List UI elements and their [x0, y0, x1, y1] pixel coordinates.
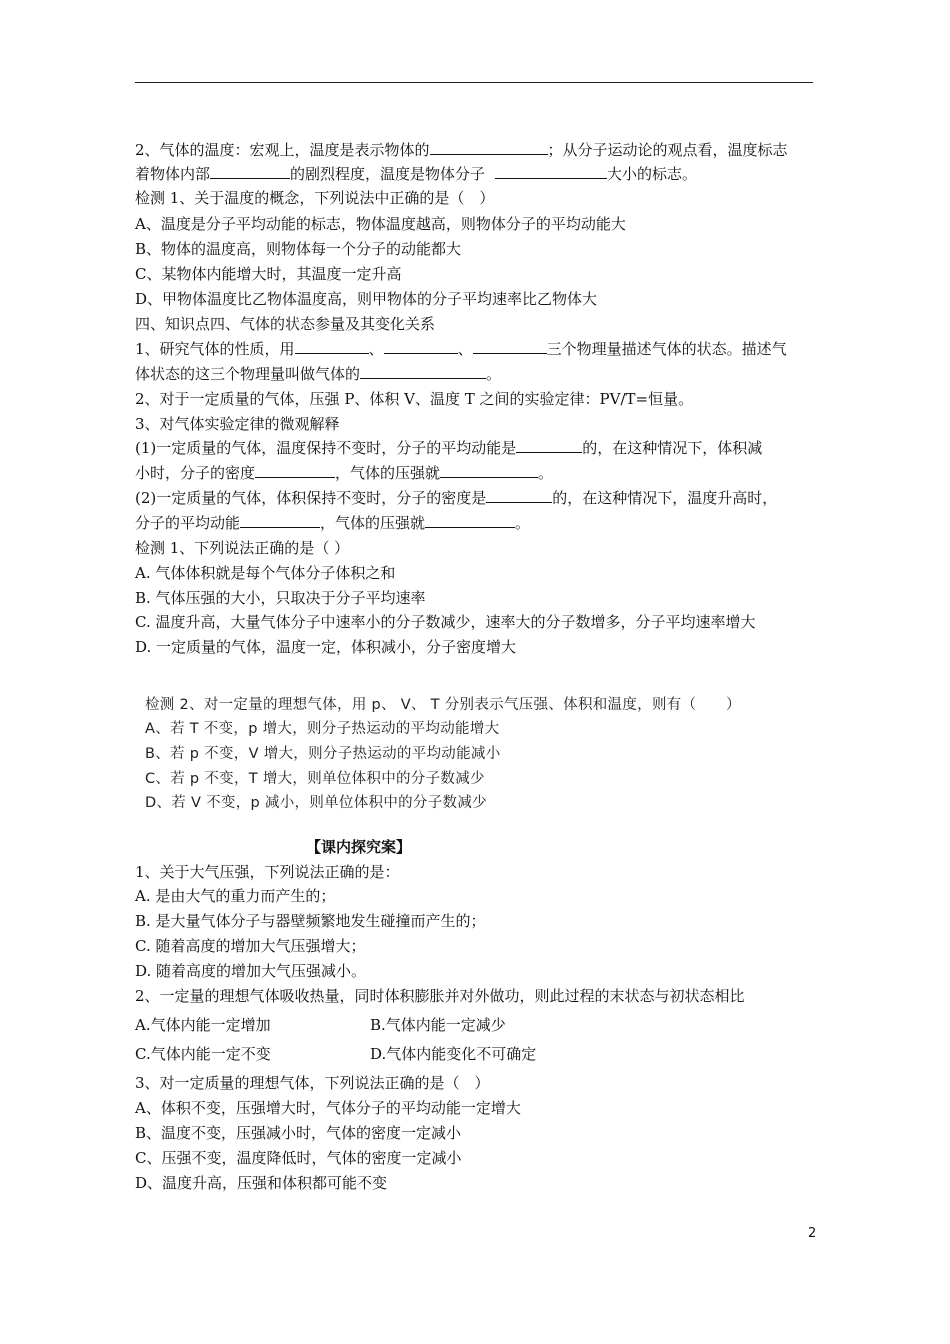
option-d: D、甲物体温度比乙物体温度高，则甲物体的分子平均速率比乙物体大 — [135, 290, 598, 308]
option-d: D. 随着高度的增加大气压强减小。 — [135, 962, 367, 980]
paragraph-state-params-cont — [135, 364, 501, 384]
text: (1)一定质量的气体，温度保持不变时，分子的平均动能是 — [135, 439, 517, 457]
paragraph-temperature-cont — [135, 164, 697, 184]
option-b: B.气体内能一定减少 — [370, 1016, 506, 1034]
paragraph-micro-1-cont — [135, 463, 553, 483]
question-2: 2、一定量的理想气体吸收热量，同时体积膨胀并对外做功，则此过程的末状态与初状态相比 — [135, 987, 745, 1005]
section-heading: 【课内探究案】 — [306, 838, 412, 856]
option-c: C.气体内能一定不变 — [135, 1045, 271, 1063]
fill-blank[interactable] — [360, 364, 486, 379]
option-b: B. 是大量气体分子与器壁频繁地发生碰撞而产生的； — [135, 912, 486, 930]
text: 、 — [457, 340, 473, 358]
option-d: D、温度升高，压强和体积都可能不变 — [135, 1174, 388, 1192]
fill-blank[interactable] — [295, 339, 369, 354]
option-a: A.气体内能一定增加 — [135, 1016, 271, 1034]
paragraph-micro-1 — [135, 438, 762, 458]
option-c: C. 随着高度的增加大气压强增大； — [135, 937, 366, 955]
option-c: C、若 p 不变，T 增大，则单位体积中的分子数减少 — [145, 771, 485, 787]
option-row-2 — [135, 1044, 537, 1064]
text: 、 — [368, 340, 384, 358]
option-b: B、若 p 不变，V 增大，则分子热运动的平均动能减小 — [145, 746, 501, 762]
question-check-1: 检测 1、关于温度的概念，下列说法中正确的是（ ） — [135, 189, 495, 207]
option-a: A、温度是分子平均动能的标志，物体温度越高，则物体分子的平均动能大 — [135, 215, 626, 233]
fill-blank[interactable] — [210, 164, 290, 179]
fill-blank[interactable] — [495, 164, 607, 179]
fill-blank[interactable] — [255, 463, 335, 478]
question-1: 1、关于大气压强，下列说法正确的是： — [135, 863, 400, 881]
text: 分子的平均动能 — [135, 514, 241, 532]
text: 的，在这种情况下，体积减 — [582, 439, 763, 457]
text: ，气体的压强就 — [335, 464, 441, 482]
fill-blank[interactable] — [473, 339, 547, 354]
text: 小时，分子的密度 — [135, 464, 256, 482]
paragraph-micro: 3、对气体实验定律的微观解释 — [135, 415, 340, 433]
paragraph-micro-2 — [135, 488, 777, 508]
option-a: A. 是由大气的重力而产生的； — [135, 887, 336, 905]
text: 体状态的这三个物理量叫做气体的 — [135, 365, 361, 383]
option-c: C. 温度升高，大量气体分子中速率小的分子数减少，速率大的分子数增多，分子平均速率增大 — [135, 613, 756, 631]
option-a: A. 气体体积就是每个气体分子体积之和 — [135, 564, 396, 582]
option-b: B. 气体压强的大小，只取决于分子平均速率 — [135, 589, 426, 607]
question-check-1b: 检测 1、下列说法正确的是（ ） — [135, 539, 350, 557]
paragraph-law: 2、对于一定质量的气体，压强 P、体积 V、温度 T 之间的实验定律：PV/T=恒量。 — [135, 390, 694, 408]
question-check-2: 检测 2、对一定量的理想气体，用 p、 V、 T 分别表示气压强、体积和温度，则有（ ） — [145, 697, 741, 713]
question-3: 3、对一定质量的理想气体，下列说法正确的是（ ） — [135, 1074, 490, 1092]
fill-blank[interactable] — [425, 513, 515, 528]
text: 着物体内部 — [135, 165, 211, 183]
text: 。 — [538, 464, 554, 482]
text: 的剧烈程度，温度是物体分子 — [290, 165, 486, 183]
text: (2)一定质量的气体，体积保持不变时，分子的密度是 — [135, 489, 487, 507]
fill-blank[interactable] — [486, 488, 552, 503]
text: 2、气体的温度：宏观上，温度是表示物体的 — [135, 141, 430, 159]
section-title: 四、知识点四、气体的状态参量及其变化关系 — [135, 315, 436, 333]
text: 。 — [486, 365, 502, 383]
paragraph-state-params — [135, 339, 787, 359]
text: 。 — [515, 514, 531, 532]
option-c: C、某物体内能增大时，其温度一定升高 — [135, 265, 402, 283]
header-rule — [135, 82, 813, 83]
option-b: B、物体的温度高，则物体每一个分子的动能都大 — [135, 240, 462, 258]
text: 大小的标志。 — [607, 165, 698, 183]
option-a: A、若 T 不变，p 增大，则分子热运动的平均动能增大 — [145, 721, 500, 737]
text: 1、研究气体的性质，用 — [135, 340, 295, 358]
fill-blank[interactable] — [384, 339, 458, 354]
fill-blank[interactable] — [430, 140, 548, 155]
text: 的，在这种情况下，温度升高时， — [552, 489, 778, 507]
option-d: D.气体内能变化不可确定 — [370, 1045, 537, 1063]
fill-blank[interactable] — [240, 513, 320, 528]
paragraph-micro-2-cont — [135, 513, 530, 533]
text: ；从分子运动论的观点看，温度标志 — [547, 141, 788, 159]
page-number: 2 — [808, 1226, 817, 1241]
text: ，气体的压强就 — [320, 514, 426, 532]
fill-blank[interactable] — [440, 463, 538, 478]
text: 三个物理量描述气体的状态。描述气 — [546, 340, 787, 358]
option-row-1 — [135, 1015, 506, 1035]
fill-blank[interactable] — [516, 438, 582, 453]
option-c: C、压强不变，温度降低时，气体的密度一定减小 — [135, 1149, 462, 1167]
paragraph-temperature — [135, 140, 788, 160]
option-a: A、体积不变，压强增大时，气体分子的平均动能一定增大 — [135, 1099, 521, 1117]
option-d: D、若 V 不变，p 减小，则单位体积中的分子数减少 — [145, 795, 487, 811]
option-b: B、温度不变，压强减小时，气体的密度一定减小 — [135, 1124, 462, 1142]
option-d: D. 一定质量的气体，温度一定，体积减小，分子密度增大 — [135, 638, 517, 656]
